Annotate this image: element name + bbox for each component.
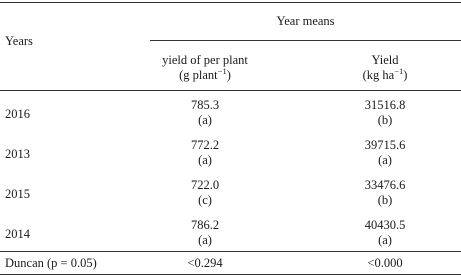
- plant-value: 772.2: [190, 138, 220, 152]
- footer-label: Duncan (p = 0.05): [5, 256, 97, 270]
- header-plant-yield-unit: (g plant$^{-1}$): [179, 66, 231, 82]
- plant-value: 722.0: [190, 178, 220, 192]
- row-year: 2016: [5, 107, 30, 121]
- yield-group: (b): [377, 113, 393, 127]
- yield-group: (b): [377, 193, 393, 207]
- header-plant-yield-line1: yield of per plant: [162, 53, 248, 67]
- yield-group: (a): [378, 233, 392, 247]
- header-yield-line1: Yield: [371, 53, 399, 67]
- yield-value: 40430.5: [364, 218, 406, 232]
- plant-group: (c): [198, 193, 212, 207]
- plant-group: (a): [198, 113, 212, 127]
- yield-value: 31516.8: [364, 98, 406, 112]
- bottom-rule: [0, 274, 461, 275]
- plant-value: 786.2: [190, 218, 220, 232]
- group-rule: [150, 40, 461, 41]
- header-yield-unit: (kg $ha^{-1}$): [362, 66, 408, 82]
- plant-group: (a): [198, 233, 212, 247]
- row-year: 2013: [5, 147, 30, 161]
- row-year: 2015: [5, 187, 30, 201]
- yield-group: (a): [378, 153, 392, 167]
- footer-yield-value: <0.000: [367, 256, 403, 270]
- header-rule: [0, 90, 461, 91]
- footer-plant-value: <0.294: [187, 256, 223, 270]
- plant-value: 785.3: [190, 98, 220, 112]
- yield-value: 39715.6: [364, 138, 406, 152]
- top-rule: [0, 2, 461, 3]
- row-year: 2014: [5, 227, 30, 241]
- header-year-means: Year means: [276, 14, 335, 28]
- plant-group: (a): [198, 153, 212, 167]
- yield-value: 33476.6: [364, 178, 406, 192]
- footer-rule: [0, 251, 461, 252]
- header-years: Years: [5, 34, 33, 48]
